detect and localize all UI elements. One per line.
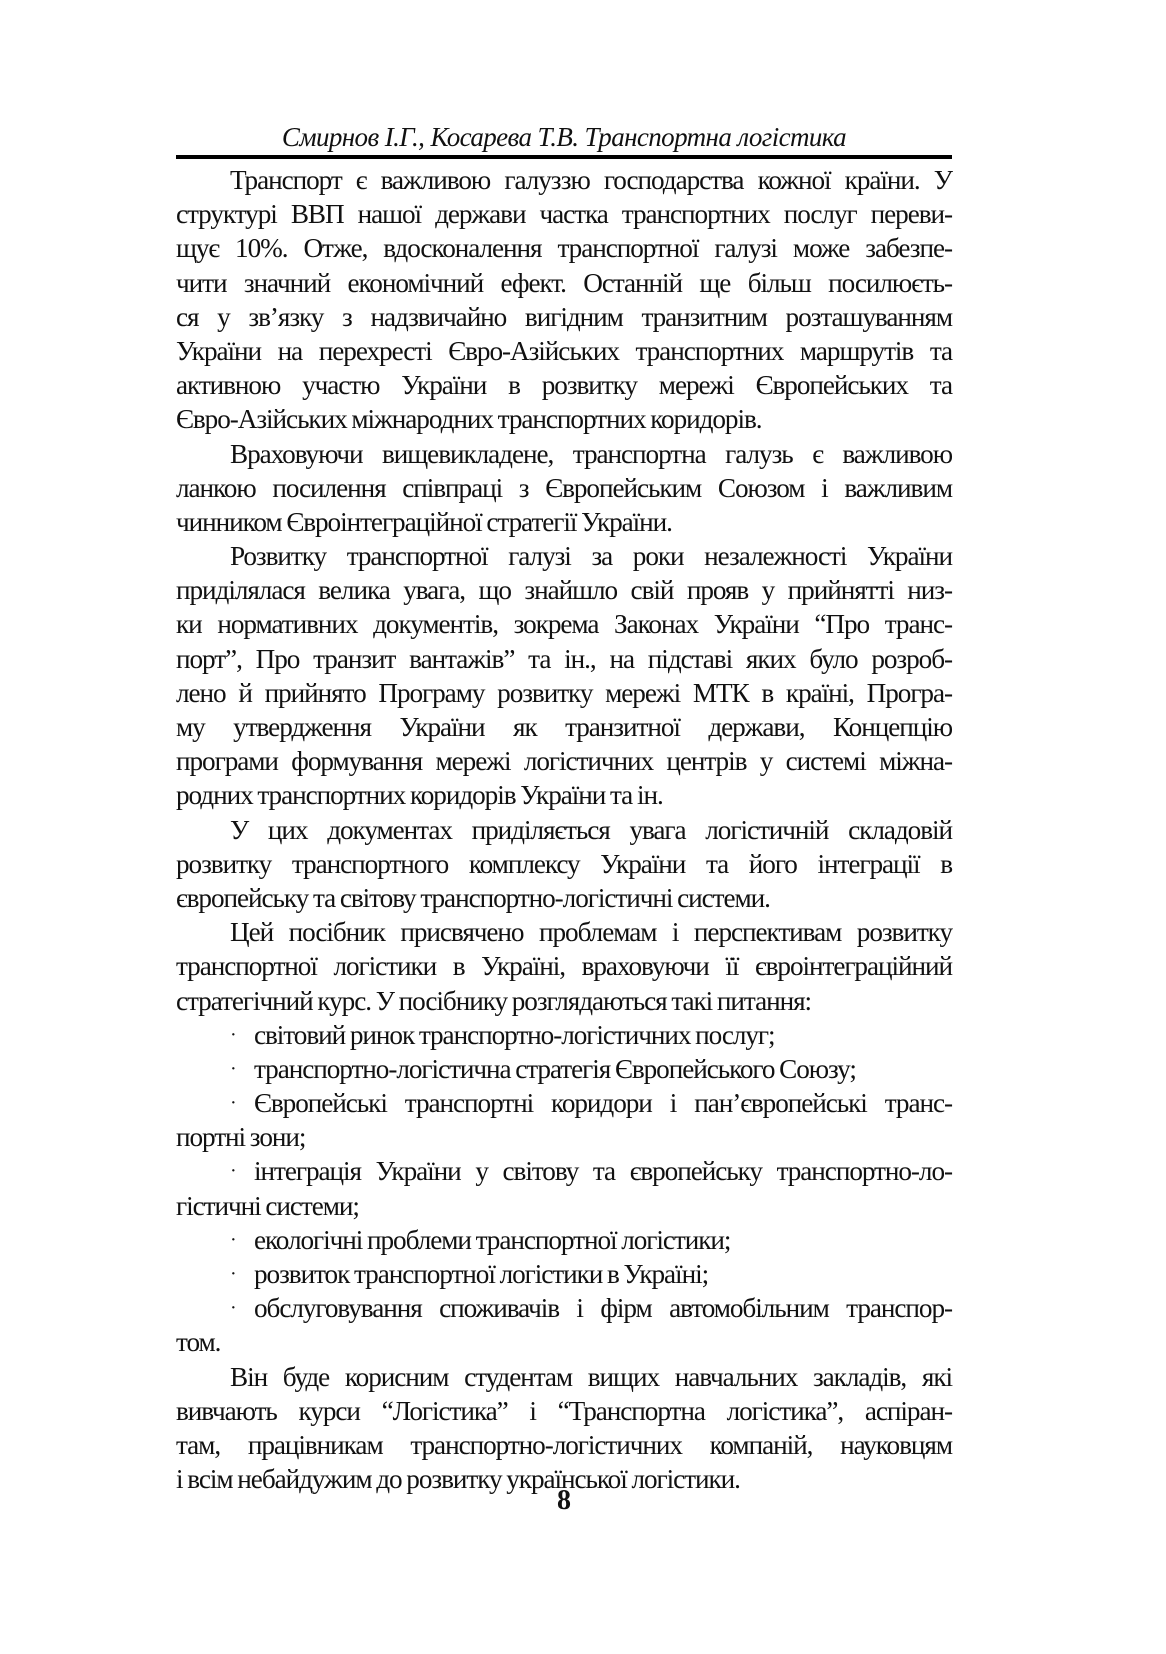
bullet-text: інтеграція України у світову та європейську транспортно-ло- <box>254 1156 952 1187</box>
text-line: і всім небайдужим до розвитку української логістики. <box>176 1464 740 1495</box>
text-line: ланкою посилення співпраці з Європейським Союзом і важливим <box>176 472 952 503</box>
text-line: му утвердження України як транзитної держави, Концепцію <box>176 712 952 742</box>
bullet-icon: · <box>230 1160 236 1183</box>
text-line: Враховуючи вищевикладене, транспортна галузь є важливою <box>230 438 952 469</box>
document-page <box>176 0 952 1654</box>
bullet-icon: · <box>230 1057 236 1080</box>
text-line: Розвитку транспортної галузі за роки незалежності України <box>230 541 952 572</box>
page-number: 8 <box>557 1485 571 1516</box>
text-line: том. <box>176 1327 221 1358</box>
bullet-item <box>176 1018 952 1052</box>
text-line: програми формування мережі логістичних центрів у системі міжна- <box>176 746 952 777</box>
text-line: ся у зв’язку з надзвичайно вигідним транзитним розташуванням <box>176 301 952 332</box>
bullet-item <box>176 1257 952 1291</box>
text-line: ки нормативних документів, зокрема Законах України “Про транс- <box>176 609 952 640</box>
text-line: транспортної логістики в Україні, враховуючи її євроінтеграційний <box>176 951 952 982</box>
text-line: гістичні системи; <box>176 1190 359 1221</box>
text-line: портні зони; <box>176 1122 306 1153</box>
bullet-text: розвиток транспортної логістики в Україні; <box>254 1259 709 1289</box>
running-header: Смирнов І.Г., Косарева Т.В. Транспортна логістика <box>281 122 847 152</box>
text-line: порт”, Про транзит вантажів” та ін., на підставі яких було розроб- <box>176 643 952 674</box>
body-text <box>176 163 952 1496</box>
bullet-item <box>176 1291 952 1325</box>
text-line: структурі ВВП нашої держави частка транспортних послуг переви- <box>176 199 952 230</box>
bullet-item <box>176 1154 952 1188</box>
bullet-icon: · <box>230 1228 236 1251</box>
text-line: України на перехресті Євро-Азійських транспортних маршрутів та <box>176 335 952 366</box>
bullet-text: екологічні проблеми транспортної логістики; <box>254 1224 731 1255</box>
text-line: Він буде корисним студентам вищих навчальних закладів, які <box>230 1361 952 1392</box>
bullet-text: Європейські транспортні коридори і пан’європейські транс- <box>254 1088 952 1119</box>
bullet-icon: · <box>230 1297 236 1320</box>
text-line: У цих документах приділяється увага логістичній складовій <box>230 814 952 845</box>
text-line: розвитку транспортного комплексу України та його інтеграції в <box>176 848 952 879</box>
bullet-text: обслуговування споживачів і фірм автомобільним транспор- <box>254 1293 952 1324</box>
text-line: родних транспортних коридорів України та ін. <box>176 780 663 811</box>
text-line: стратегічний курс. У посібнику розглядаються такі питання: <box>176 985 812 1016</box>
bullet-item <box>176 1086 952 1120</box>
text-line: лено й прийнято Програму розвитку мережі МТК в країні, Програ- <box>176 677 952 708</box>
text-line: Євро-Азійських міжнародних транспортних коридорів. <box>176 404 762 435</box>
text-line: Транспорт є важливою галуззю господарства кожної країни. У <box>230 165 952 195</box>
bullet-icon: · <box>230 1263 236 1285</box>
text-line: приділялася велика увага, що знайшло свій прояв у прийнятті низ- <box>176 575 952 606</box>
text-line: чинником Євроінтеграційної стратегії України. <box>176 506 672 537</box>
text-line: там, працівникам транспортно-логістичних компаній, науковцям <box>176 1429 952 1460</box>
bullet-text: транспортно-логістична стратегія Європейського Союзу; <box>254 1053 856 1084</box>
text-line: активною участю України в розвитку мережі Європейських та <box>176 370 952 401</box>
bullet-icon: · <box>230 1023 236 1046</box>
text-line: щує 10%. Отже, вдосконалення транспортної галузі може забезпе- <box>176 233 952 264</box>
text-line: вивчають курси “Логістика” і “Транспортна логістика”, аспіран- <box>176 1395 952 1426</box>
header-rule <box>176 155 952 159</box>
bullet-text: світовий ринок транспортно-логістичних послуг; <box>254 1019 775 1050</box>
text-line: Цей посібник присвячено проблемам і перспективам розвитку <box>230 917 952 948</box>
text-line: європейську та світову транспортно-логістичні системи. <box>176 882 770 913</box>
bullet-item <box>176 1223 952 1257</box>
bullet-icon: · <box>230 1092 236 1115</box>
bullet-item <box>176 1052 952 1086</box>
text-line: чити значний економічний ефект. Останній ще більш посилюєть- <box>176 267 952 298</box>
